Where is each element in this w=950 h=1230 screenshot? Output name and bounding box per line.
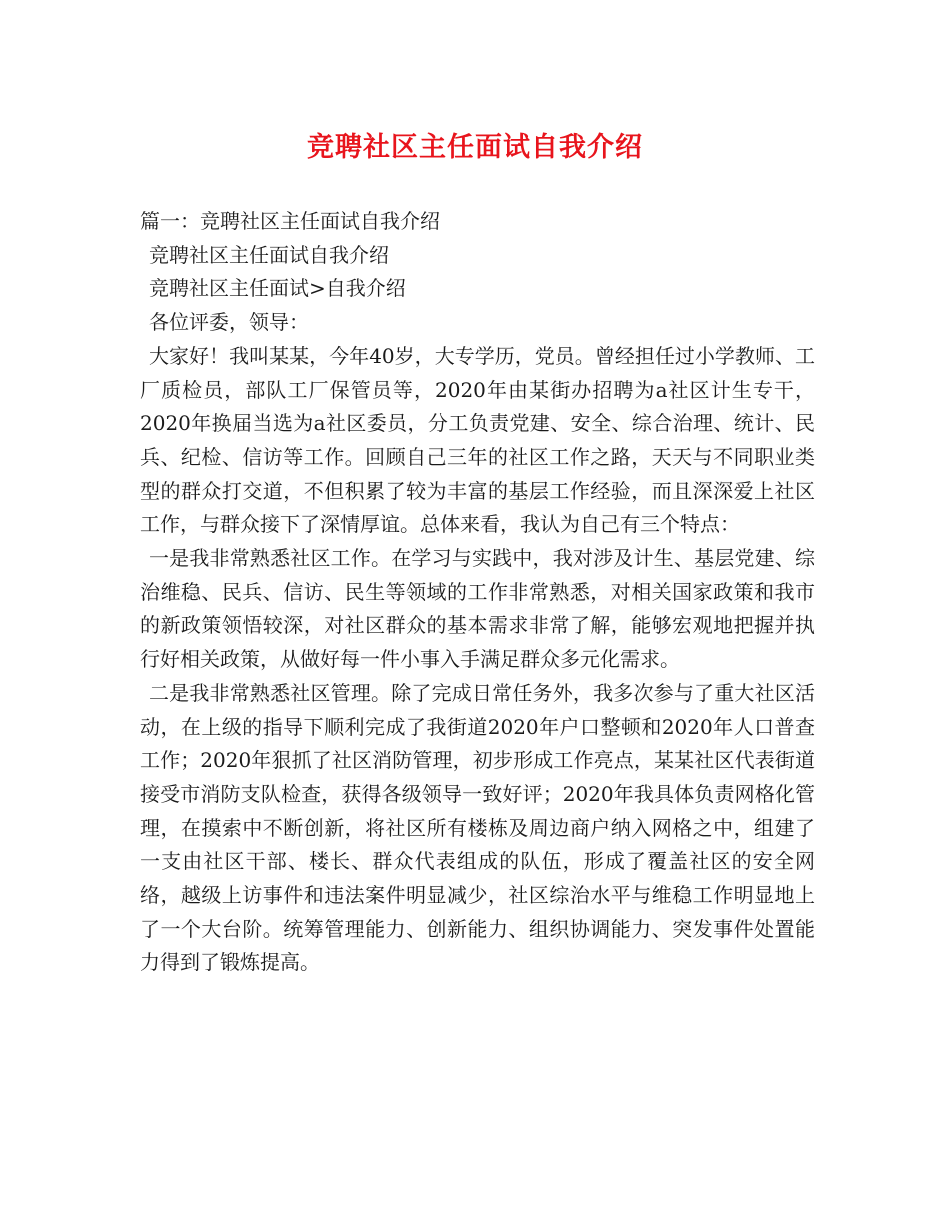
- section-heading: 篇一：竞聘社区主任面试自我介绍: [140, 209, 440, 233]
- subtitle-line: 竞聘社区主任面试自我介绍: [149, 242, 389, 267]
- document-title: 竞聘社区主任面试自我介绍: [307, 132, 643, 163]
- paragraph: 大家好！我叫某某，今年40岁，大专学历，党员。曾经担任过小学教师、工厂质检员，部队工厂保管员等，2020年由某街办招聘为a社区计生专干，2020年换届当选为a社区委员，分工负责党建、安全、综合治理、统计、民兵、纪检、信访等工作。回顾自己三年的社区工作之路，天天与不同职业类型的群众打交道，不但积累了较为丰富的基层工作经验，而且深深爱上社区工作，与群众接下了深情厚谊。总体来看，我认为自己有三个特点：: [140, 343, 815, 537]
- subtitle-line: 竞聘社区主任面试>自我介绍: [149, 276, 406, 301]
- paragraph: 一是我非常熟悉社区工作。在学习与实践中，我对涉及计生、基层党建、综治维稳、民兵、信访、民生等领域的工作非常熟悉，对相关国家政策和我市的新政策领悟较深，对社区群众的基本需求非常了解，能够宏观地把握并执行好相关政策，从做好每一件小事入手满足群众多元化需求。: [140, 546, 815, 672]
- document-body: [140, 205, 815, 980]
- paragraph: 二是我非常熟悉社区管理。除了完成日常任务外，我多次参与了重大社区活动，在上级的指导下顺利完成了我街道2020年户口整顿和2020年人口普查工作；2020年狠抓了社区消防管理，初步形成工作亮点，某某社区代表街道接受市消防支队检查，获得各级领导一致好评；2020年我具体负责网格化管理，在摸索中不断创新，将社区所有楼栋及周边商户纳入网格之中，组建了一支由社区干部、楼长、群众代表组成的队伍，形成了覆盖社区的安全网络，越级上访事件和违法案件明显减少，社区综治水平与维稳工作明显地上了一个大台阶。统筹管理能力、创新能力、组织协调能力、突发事件处置能力得到了锻炼提高。: [140, 680, 815, 975]
- salutation: 各位评委，领导：: [149, 310, 309, 335]
